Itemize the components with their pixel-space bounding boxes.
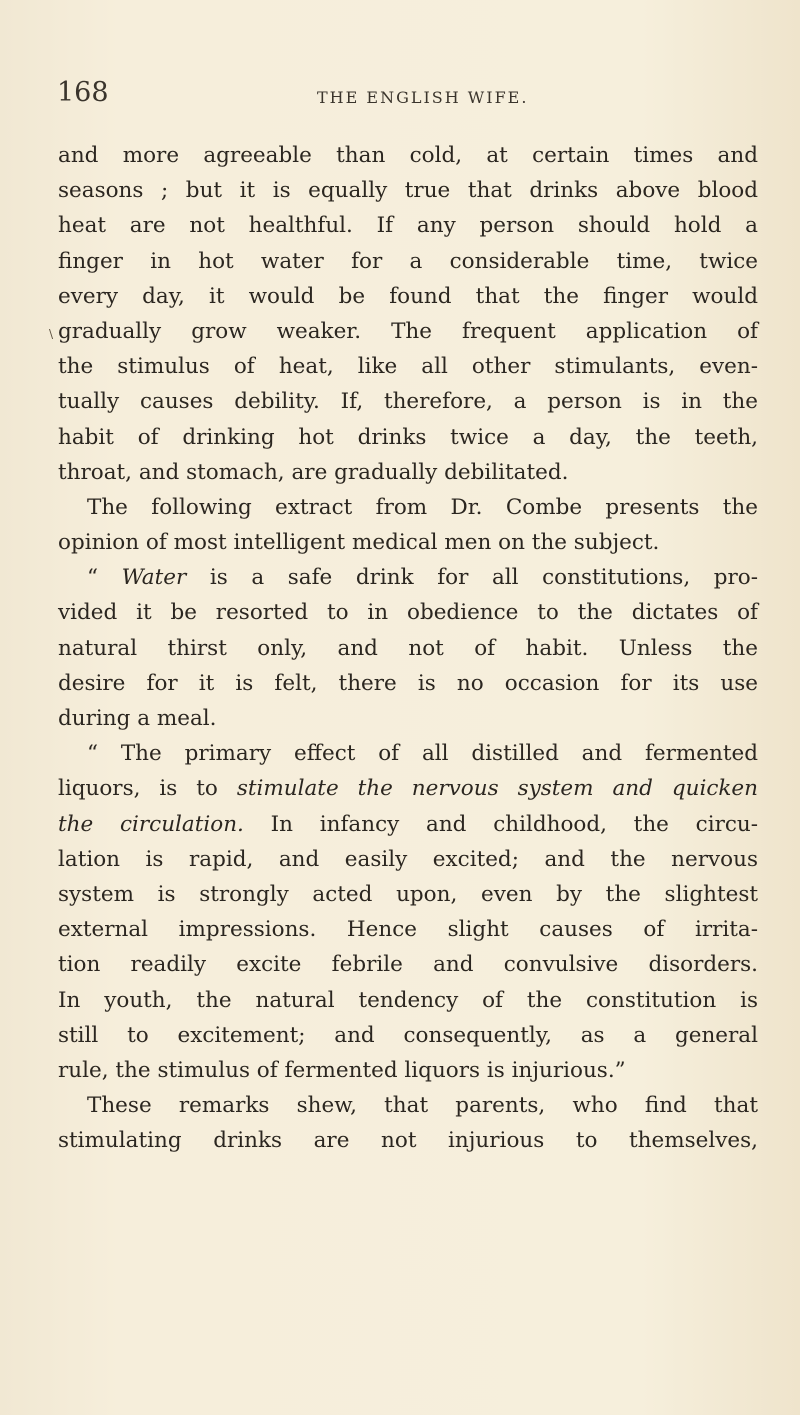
italic-stimulate: stimulate the nervous system and quicken — [236, 776, 759, 802]
text-line: These remarks shew, that parents, who find that — [87, 1093, 758, 1119]
italic-circulation: the circulation. — [58, 811, 244, 837]
text-line: vided it be resorted to in obedience to the dictates of — [58, 600, 758, 626]
text-line: opinion of most intelligent medical men on the subject. — [58, 530, 660, 556]
text-line: rule, the stimulus of fermented liquors is injurious.” — [58, 1057, 626, 1083]
text-line: finger in hot water for a considerable time, twice — [58, 248, 758, 274]
margin-mark: \ — [49, 327, 54, 341]
text-line: throat, and stomach, are gradually debilitated. — [58, 459, 569, 485]
text-line: and more agreeable than cold, at certain times and — [58, 143, 758, 168]
open-quote: “ — [87, 565, 98, 591]
text-line-with-italic — [58, 771, 758, 806]
line-start: liquors, is to — [58, 776, 237, 802]
text-line: seasons ; but it is equally true that drinks above blood — [58, 178, 758, 204]
text-line: desire for it is felt, there is no occasion for its use — [58, 670, 758, 696]
line-rest: In infancy and childhood, the circu- — [243, 811, 758, 837]
text-line: In youth, the natural tendency of the constitution is — [58, 987, 758, 1013]
text-line: lation is rapid, and easily excited; and the nervous — [58, 846, 758, 872]
page-header — [57, 78, 757, 112]
text-line: every day, it would be found that the finger would — [58, 283, 758, 309]
text-line: system is strongly acted upon, even by the slightest — [58, 881, 758, 907]
text-line: gradually grow weaker. The frequent application of — [58, 318, 758, 344]
text-line: external impressions. Hence slight causes of irrita- — [58, 917, 758, 943]
text-line: tion readily excite febrile and convulsive disorders. — [58, 952, 758, 978]
page-number: 168 — [57, 77, 109, 108]
text-line: during a meal. — [58, 706, 217, 731]
italic-water: Water — [121, 565, 187, 591]
text-line: the stimulus of heat, like all other stimulants, even- — [58, 354, 758, 380]
body-text — [58, 138, 758, 1158]
text-line: habit of drinking hot drinks twice a day, the teeth, — [58, 424, 758, 450]
text-line-with-italic — [58, 560, 758, 595]
text-line: still to excitement; and consequently, as a general — [58, 1022, 758, 1048]
text-line: stimulating drinks are not injurious to themselves, — [58, 1128, 758, 1154]
text-line-with-italic — [58, 807, 758, 842]
running-head: THE ENGLISH WIFE. — [317, 88, 529, 107]
text-line: heat are not healthful. If any person should hold a — [58, 213, 758, 239]
text-line: natural thirst only, and not of habit. Unless the — [58, 635, 758, 661]
line-rest: is a safe drink for all constitutions, pro- — [186, 565, 758, 591]
text-line: “ The primary effect of all distilled and fermented — [87, 741, 758, 767]
text-line: tually causes debility. If, therefore, a person is in the — [58, 389, 758, 415]
text-line: The following extract from Dr. Combe presents the — [87, 494, 758, 520]
